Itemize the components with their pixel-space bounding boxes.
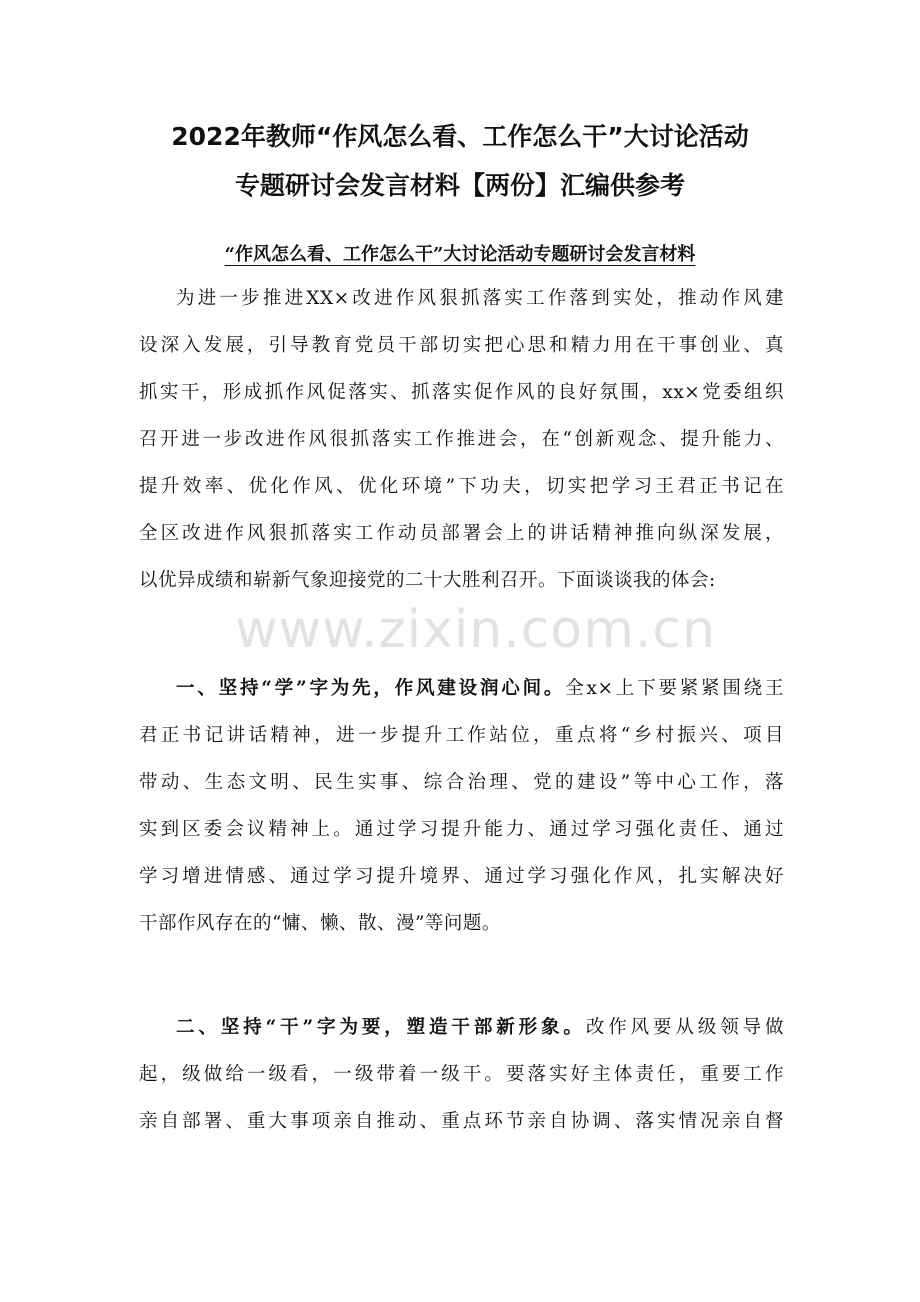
paragraph-3-heading: 二、坚持“干”字为要，塑造干部新形象。: [176, 1017, 586, 1038]
paragraph-3-line: 起，级做给一级看，一级带着一级干。要落实好主体责任，重要工作: [139, 1064, 784, 1085]
paragraph-3-line: 亲自部署、重大事项亲自推动、重点环节亲自协调、落实情况亲自督: [139, 1111, 784, 1132]
paragraph-2-line: 干部作风存在的“慵、懒、散、漫”等问题。: [139, 913, 501, 934]
paragraph-2-first-text: 全x×上下要紧紧围绕王: [565, 678, 784, 699]
watermark: www.zixin.com.cn: [235, 600, 716, 660]
section-subtitle-text: “作风怎么看、工作怎么干”大讨论活动专题研讨会发言材料: [224, 244, 696, 265]
paragraph-2-first-line: [176, 676, 784, 702]
paragraph-1-line: 抓实干，形成抓作风促落实、抓落实促作风的良好氛围，xx×党委组织: [139, 382, 784, 403]
paragraph-1-line: 设深入发展，引导教育党员干部切实把心思和精力用在干事创业、真: [139, 335, 784, 356]
paragraph-2-line: 实到区委会议精神上。通过学习提升能力、通过学习强化责任、通过: [139, 819, 784, 840]
paragraph-3-first-line: [176, 1015, 784, 1041]
document-title-line-1: 2022年教师“作风怎么看、工作怎么干”大讨论活动: [171, 122, 749, 151]
section-subtitle: [100, 242, 820, 268]
paragraph-2-line: 君正书记讲话精神，进一步提升工作站位，重点将“乡村振兴、项目: [139, 725, 784, 746]
paragraph-1-line: 提升效率、优化作风、优化环境”下功夫，切实把学习王君正书记在: [139, 476, 784, 497]
document-title-line-2: 专题研讨会发言材料【两份】汇编供参考: [234, 171, 685, 200]
paragraph-3-first-text: 改作风要从级领导做: [585, 1017, 784, 1038]
paragraph-1-line: 为进一步推进XX×改进作风狠抓落实工作落到实处，推动作风建: [176, 288, 784, 309]
paragraph-1-line: 召开进一步改进作风很抓落实工作推进会，在“创新观念、提升能力、: [139, 429, 784, 450]
paragraph-1-line: 全区改进作风狠抓落实工作动员部署会上的讲话精神推向纵深发展，: [139, 523, 784, 544]
paragraph-2-line: 学习增进情感、通过学习提升境界、通过学习强化作风，扎实解决好: [139, 866, 784, 887]
paragraph-2-line: 带动、生态文明、民生实事、综合治理、党的建设”等中心工作，落: [139, 772, 784, 793]
paragraph-1-line: 以优异成绩和崭新气象迎接党的二十大胜利召开。下面谈谈我的体会:: [139, 570, 716, 591]
paragraph-2-heading: 一、坚持“学”字为先，作风建设润心间。: [176, 678, 566, 699]
